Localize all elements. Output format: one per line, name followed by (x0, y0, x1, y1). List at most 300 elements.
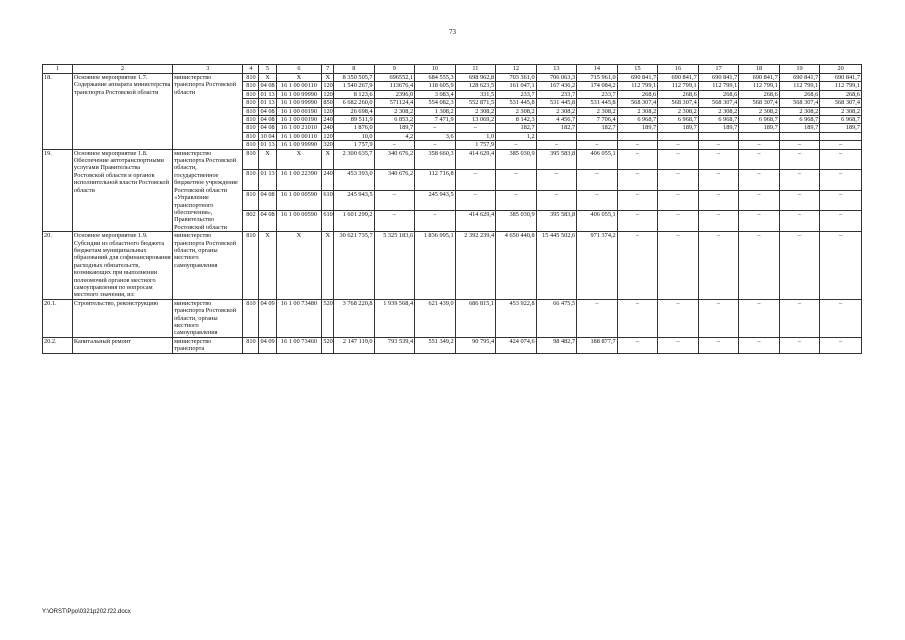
responsible-executor: министерство транспорта Ростовской области, государственное бюджетное учреждение Ростовской области «Управление транспортного обеспечения», Правительство Ростовской области (173, 149, 243, 231)
amount-cell: 698 962,8 (455, 74, 496, 82)
amount-cell: 112 799,1 (698, 82, 739, 90)
budget-code-cell: 120 (323, 107, 333, 115)
row-number: 20. (43, 232, 73, 300)
budget-code-cell: 810 (243, 232, 259, 300)
amount-cell: 1 836 995,1 (415, 232, 456, 300)
amount-cell: – (779, 170, 820, 191)
amount-cell: 3,6 (415, 132, 456, 140)
amount-cell: – (739, 211, 780, 232)
amount-cell: – (820, 232, 862, 300)
amount-cell: 189,7 (739, 124, 780, 132)
budget-code-cell: 04 09 (259, 337, 276, 353)
amount-cell: – (779, 299, 820, 337)
column-number: 12 (496, 65, 537, 74)
budget-code-cell: X (276, 74, 322, 82)
amount-cell: 971 374,2 (577, 232, 618, 300)
amount-cell: 621 439,0 (415, 299, 456, 337)
amount-cell: – (779, 211, 820, 232)
budget-code-cell: 850 (323, 99, 333, 107)
amount-cell: 568 307,4 (617, 99, 658, 107)
amount-cell: 690 841,7 (617, 74, 658, 82)
amount-cell: – (455, 124, 496, 132)
budget-code-cell: 16 1 00 73460 (276, 337, 322, 353)
amount-cell (698, 132, 739, 140)
column-number: 2 (72, 65, 172, 74)
budget-code-cell: 04 08 (260, 124, 275, 132)
budget-code-cell: X (276, 232, 322, 300)
amount-cell: 7 471,9 (415, 116, 456, 124)
amount-cell: 395 583,8 (536, 149, 577, 170)
amount-cell: – (779, 149, 820, 170)
budget-code-cell: 610 (322, 190, 334, 211)
amount-cell: 245 943,5 (334, 190, 375, 211)
amount-cell: 686 815,1 (455, 299, 496, 337)
amount-cell: – (577, 299, 618, 337)
amount-cell: 233,7 (577, 90, 618, 98)
amount-cell: 6 968,7 (698, 116, 739, 124)
column-number: 1 (43, 65, 73, 74)
budget-code-cell: 810 (243, 141, 259, 149)
amount-cell: 1 308,2 (415, 107, 456, 115)
amount-cell (739, 132, 780, 140)
column-number: 16 (658, 65, 699, 74)
amount-cell: – (536, 170, 577, 191)
column-number: 9 (374, 65, 415, 74)
amount-cell: 453 393,0 (334, 170, 375, 191)
budget-code-cell: 04 08 (259, 190, 276, 211)
column-number: 10 (415, 65, 456, 74)
budget-code-cell: 16 1 00 73480 (276, 299, 322, 337)
amount-cell: – (496, 190, 537, 211)
amount-cell: – (617, 211, 658, 232)
amount-cell: 112 799,1 (658, 82, 699, 90)
column-number: 4 (243, 65, 259, 74)
amount-cell: – (820, 170, 862, 191)
amount-cell: – (698, 337, 739, 353)
amount-cell: 1,2 (496, 132, 537, 140)
amount-cell: 174 084,2 (577, 82, 618, 90)
amount-cell: – (374, 211, 415, 232)
row-number: 20.1. (43, 299, 73, 337)
budget-code-cell: 16 1 00 00590 (276, 211, 322, 232)
amount-cell: – (739, 190, 780, 211)
amount-cell: 8 350 505,7 (334, 74, 375, 82)
budget-code-cell: 810 (243, 82, 259, 90)
amount-cell: 2 300 635,7 (334, 149, 375, 170)
budget-code-cell: X (259, 232, 276, 300)
amount-cell: – (415, 124, 456, 132)
amount-cell: 189,7 (617, 124, 658, 132)
amount-cell: – (415, 211, 456, 232)
row-number: 18. (43, 74, 73, 150)
budget-code-cell: 01 13 (260, 99, 275, 107)
amount-cell: – (820, 190, 862, 211)
amount-cell: 182,7 (577, 124, 618, 132)
amount-cell: – (739, 149, 780, 170)
amount-cell: 358 660,3 (415, 149, 456, 170)
budget-code-cell: 04 08 (260, 107, 275, 115)
activity-description: Капитальный ремонт (72, 337, 172, 353)
amount-cell: 554 082,3 (415, 99, 456, 107)
amount-cell: 268,6 (617, 90, 658, 98)
amount-cell: – (455, 190, 496, 211)
amount-cell: 531 445,8 (496, 99, 537, 107)
amount-cell: – (658, 337, 699, 353)
amount-cell: 690 841,7 (739, 74, 780, 82)
budget-code-cell: 802 (243, 211, 259, 232)
amount-cell: 167 436,2 (536, 82, 577, 90)
amount-cell: – (698, 190, 739, 211)
amount-cell: 6 968,7 (739, 116, 780, 124)
amount-cell: 3 768 220,8 (334, 299, 375, 337)
amount-cell: 233,7 (536, 90, 577, 98)
budget-code-cell: 810 (243, 170, 259, 191)
amount-cell: 2 308,2 (617, 107, 658, 115)
amount-cell: – (698, 299, 739, 337)
amount-cell: 4,2 (374, 132, 415, 140)
amount-cell: 2 308,2 (779, 107, 820, 115)
page-number: 73 (449, 28, 456, 36)
budget-code-cell: 16 1 00 00110 (276, 82, 322, 90)
amount-cell: – (698, 232, 739, 300)
amount-cell: 4 456,7 (536, 116, 577, 124)
amount-cell: 531 445,8 (536, 99, 577, 107)
budget-code-cell: 16 1 00 21010 (276, 124, 322, 132)
amount-cell: 112 799,1 (617, 82, 658, 90)
budget-code-cell: 16 1 00 99990 (276, 90, 322, 98)
amount-cell: 690 841,7 (658, 74, 699, 82)
amount-cell: 395 583,8 (536, 211, 577, 232)
amount-cell: 189,7 (820, 124, 862, 132)
budget-code-cell: 16 1 00 00590 (276, 190, 322, 211)
amount-cell: 5 325 183,6 (374, 232, 415, 300)
amount-cell: 189,7 (658, 124, 699, 132)
amount-cell: 793 539,4 (374, 337, 415, 353)
row-number: 19. (43, 149, 73, 231)
amount-cell (577, 132, 618, 140)
amount-cell: 161 047,1 (496, 82, 537, 90)
budget-code-cell: 16 1 00 99990 (276, 99, 322, 107)
amount-cell: – (617, 337, 658, 353)
budget-code-cell: 120 (323, 90, 333, 98)
amount-cell: – (577, 141, 618, 149)
budget-code-cell: 520 (322, 337, 334, 353)
amount-cell: 268,6 (658, 90, 699, 98)
amount-cell: 26 698,4 (334, 107, 375, 115)
amount-cell: 2 308,2 (577, 107, 618, 115)
amount-cell: 113676,4 (374, 82, 415, 90)
budget-code-cell: 04 08 (259, 211, 276, 232)
table-row (43, 299, 862, 337)
budget-code-cell: 320 (323, 141, 333, 149)
budget-code-cell: 810 (243, 132, 259, 140)
amount-cell: 7 706,4 (577, 116, 618, 124)
amount-cell: 8 142,3 (496, 116, 537, 124)
amount-cell: 1 601 299,2 (334, 211, 375, 232)
budget-code-cell: 810 (243, 116, 259, 124)
amount-cell: 189,7 (779, 124, 820, 132)
amount-cell: – (658, 190, 699, 211)
amount-cell: – (820, 141, 862, 149)
amount-cell: 703 361,0 (496, 74, 537, 82)
budget-code-cell: 810 (243, 299, 259, 337)
amount-cell: 406 055,1 (577, 211, 618, 232)
amount-cell: 268,6 (779, 90, 820, 98)
column-number: 14 (577, 65, 618, 74)
responsible-executor: министерство транспорта Ростовской области, органы местного самоуправления (173, 232, 243, 300)
amount-cell: 331,5 (455, 90, 496, 98)
amount-cell: 13 069,2 (455, 116, 496, 124)
amount-cell: – (617, 149, 658, 170)
amount-cell: 552 871,5 (455, 99, 496, 107)
amount-cell: – (698, 149, 739, 170)
budget-code-cell: 810 (243, 124, 259, 132)
column-number: 13 (536, 65, 577, 74)
amount-cell: 2 308,2 (658, 107, 699, 115)
activity-description: Основное мероприятие 1.8. Обеспечение автотранспортными услугами Правительства Ростовской области и органов исполнительной власти Ростовской области (72, 149, 172, 231)
budget-code-cell: 810 (243, 99, 259, 107)
amount-cell: 406 055,1 (577, 149, 618, 170)
amount-cell: 4 650 440,8 (496, 232, 537, 300)
amount-cell: – (779, 232, 820, 300)
column-number: 18 (739, 65, 780, 74)
amount-cell: 568 307,4 (820, 99, 862, 107)
amount-cell: – (739, 141, 780, 149)
amount-cell: 531 445,8 (577, 99, 618, 107)
amount-cell: 706 063,3 (536, 74, 577, 82)
amount-cell: 128 623,5 (455, 82, 496, 90)
amount-cell: 189,7 (374, 124, 415, 132)
amount-cell: 30 621 735,7 (334, 232, 375, 300)
amount-cell: 182,7 (536, 124, 577, 132)
amount-cell: – (496, 141, 537, 149)
amount-cell: 1 757,9 (334, 141, 375, 149)
amount-cell: 112 799,1 (739, 82, 780, 90)
amount-cell: – (374, 141, 415, 149)
budget-code-cell: X (276, 149, 322, 170)
amount-cell: 98 482,7 (536, 337, 577, 353)
amount-cell: – (617, 190, 658, 211)
column-number-row (43, 65, 862, 74)
amount-cell: – (739, 170, 780, 191)
amount-cell: 8 123,6 (334, 90, 375, 98)
row-number: 20.2. (43, 337, 73, 353)
amount-cell: 2 308,2 (455, 107, 496, 115)
amount-cell: 568 307,4 (739, 99, 780, 107)
budget-code-cell: X (322, 149, 334, 170)
column-number: 6 (276, 65, 322, 74)
amount-cell: 571124,4 (374, 99, 415, 107)
amount-cell: 268,6 (739, 90, 780, 98)
column-number: 3 (173, 65, 243, 74)
activity-description: Основное мероприятие 1.7. Содержание аппарата министерства транспорта Ростовской области (72, 74, 172, 150)
budget-code-cell: 01 13 (259, 170, 276, 191)
amount-cell: 2 308,2 (820, 107, 862, 115)
amount-cell: 2 392 239,4 (455, 232, 496, 300)
amount-cell: – (658, 299, 699, 337)
budget-code-cell: 10 04 (260, 132, 275, 140)
budget-code-cell: 16 1 00 00190 (276, 107, 322, 115)
amount-cell: – (617, 170, 658, 191)
amount-cell: 385 030,9 (496, 149, 537, 170)
column-number: 19 (779, 65, 820, 74)
amount-cell: 6 968,7 (658, 116, 699, 124)
amount-cell: 188 877,7 (577, 337, 618, 353)
column-number: 17 (698, 65, 739, 74)
activity-description: Строительство, реконструкцию (72, 299, 172, 337)
amount-cell: 112 799,1 (779, 82, 820, 90)
budget-code-cell: 01 13 (260, 90, 275, 98)
budget-code-cell: 16 1 00 99990 (276, 141, 322, 149)
amount-cell: 551 349,2 (415, 337, 456, 353)
amount-cell (536, 132, 577, 140)
amount-cell: 6 682 260,0 (334, 99, 375, 107)
budget-code-cell: 01 13 (260, 141, 275, 149)
responsible-executor: министерство транспорта Ростовской области (173, 74, 243, 150)
column-number: 15 (617, 65, 658, 74)
amount-cell: – (658, 232, 699, 300)
column-number: 20 (820, 65, 862, 74)
budget-code-cell: 120 (323, 82, 333, 90)
amount-cell: – (820, 149, 862, 170)
budget-code-cell: 04 08 (260, 82, 275, 90)
budget-code-cell: 240 (323, 124, 333, 132)
budget-code-cell: X (259, 149, 276, 170)
amount-cell: 6 968,7 (820, 116, 862, 124)
amount-cell: – (617, 299, 658, 337)
amount-cell: – (536, 141, 577, 149)
amount-cell: 6 968,7 (779, 116, 820, 124)
amount-cell (617, 132, 658, 140)
amount-cell: 189,7 (698, 124, 739, 132)
budget-code-cell: 04 08 (260, 116, 275, 124)
amount-cell: – (536, 190, 577, 211)
budget-code-cell: 810 (243, 149, 259, 170)
budget-code-cell: 810 (243, 90, 259, 98)
table-row (43, 337, 862, 353)
amount-cell: 2 147 119,0 (334, 337, 375, 353)
amount-cell: 2 308,2 (698, 107, 739, 115)
amount-cell: – (779, 190, 820, 211)
budget-code-cell: 810 (243, 107, 259, 115)
amount-cell: 89 511,9 (334, 116, 375, 124)
amount-cell: 690 841,7 (779, 74, 820, 82)
amount-cell: – (577, 170, 618, 191)
amount-cell: 696552,1 (374, 74, 415, 82)
amount-cell: 1,0 (455, 132, 496, 140)
amount-cell: 268,6 (698, 90, 739, 98)
amount-cell: 118 605,9 (415, 82, 456, 90)
amount-cell: – (698, 170, 739, 191)
amount-cell: 385 030,9 (496, 211, 537, 232)
column-number: 7 (322, 65, 334, 74)
budget-code-cell: 120 (323, 132, 333, 140)
budget-code-cell: 04 09 (259, 299, 276, 337)
budget-code-cell: 16 1 00 00110 (276, 132, 322, 140)
column-number: 8 (334, 65, 375, 74)
amount-cell: – (658, 141, 699, 149)
amount-cell: 340 676,2 (374, 149, 415, 170)
amount-cell: – (658, 149, 699, 170)
amount-cell: 1 876,0 (334, 124, 375, 132)
amount-cell: 1 757,9 (455, 141, 496, 149)
amount-cell: – (658, 211, 699, 232)
budget-code-cell: 810 (243, 74, 259, 82)
amount-cell: 6 968,7 (617, 116, 658, 124)
budget-code-cell: X (322, 74, 334, 82)
amount-cell: 1 540 267,9 (334, 82, 375, 90)
amount-cell: 1 939 568,4 (374, 299, 415, 337)
amount-cell: 715 961,0 (577, 74, 618, 82)
amount-cell: – (739, 299, 780, 337)
amount-cell: – (820, 211, 862, 232)
amount-cell: 424 074,6 (496, 337, 537, 353)
budget-code-cell: 810 (243, 190, 259, 211)
budget-table (42, 64, 862, 354)
amount-cell: 684 555,3 (415, 74, 456, 82)
amount-cell: 690 841,7 (698, 74, 739, 82)
amount-cell: 15 445 502,6 (536, 232, 577, 300)
amount-cell: 690 841,7 (820, 74, 862, 82)
amount-cell: – (455, 170, 496, 191)
amount-cell: 2 308,2 (739, 107, 780, 115)
budget-code-cell: 520 (322, 299, 334, 337)
amount-cell: 66 475,5 (536, 299, 577, 337)
amount-cell: – (739, 337, 780, 353)
table-row (43, 232, 862, 300)
amount-cell: – (698, 211, 739, 232)
column-number: 5 (259, 65, 276, 74)
budget-code-cell: 16 1 00 00190 (276, 116, 322, 124)
amount-cell: 414 629,4 (455, 211, 496, 232)
amount-cell: – (374, 190, 415, 211)
amount-cell: – (658, 170, 699, 191)
amount-cell: 245 943,5 (415, 190, 456, 211)
amount-cell: – (496, 170, 537, 191)
amount-cell: 568 307,4 (698, 99, 739, 107)
budget-code-cell: 16 1 00 22390 (276, 170, 322, 191)
amount-cell: 568 307,4 (779, 99, 820, 107)
amount-cell: – (779, 337, 820, 353)
amount-cell: 340 676,2 (374, 170, 415, 191)
amount-cell: 10,0 (334, 132, 375, 140)
amount-cell: 2 308,2 (536, 107, 577, 115)
amount-cell: 6 853,2 (374, 116, 415, 124)
amount-cell: 453 922,8 (496, 299, 537, 337)
amount-cell: 112 716,8 (415, 170, 456, 191)
budget-code-cell: 240 (322, 170, 334, 191)
budget-code-cell: 610 (322, 211, 334, 232)
amount-cell: 112 799,1 (820, 82, 862, 90)
table-row (43, 149, 862, 170)
amount-cell: – (617, 141, 658, 149)
amount-cell: – (415, 141, 456, 149)
budget-code-cell: 240 (323, 116, 333, 124)
budget-code-cell: X (322, 232, 334, 300)
amount-cell: – (577, 190, 618, 211)
amount-cell: 2 308,2 (374, 107, 415, 115)
amount-cell: 90 795,4 (455, 337, 496, 353)
responsible-executor: министерство транспорта Ростовской области, органы местного самоуправления (173, 299, 243, 337)
amount-cell: 2 308,2 (496, 107, 537, 115)
amount-cell: – (820, 299, 862, 337)
amount-cell: 268,6 (820, 90, 862, 98)
amount-cell: 3 083,4 (415, 90, 456, 98)
amount-cell: 414 629,4 (455, 149, 496, 170)
file-path-footer: Y:\ORST\Ppo\0321p202.f22.docx (42, 609, 131, 615)
activity-description: Основное мероприятие 1.9. Субсидии из областного бюджета бюджетам муниципальных образований для софинансирования расходных обязательств, возникающих при выполнении полномочий органов местного самоуправления по вопросам местного значения, из: (73, 232, 171, 299)
amount-cell: – (617, 232, 658, 300)
